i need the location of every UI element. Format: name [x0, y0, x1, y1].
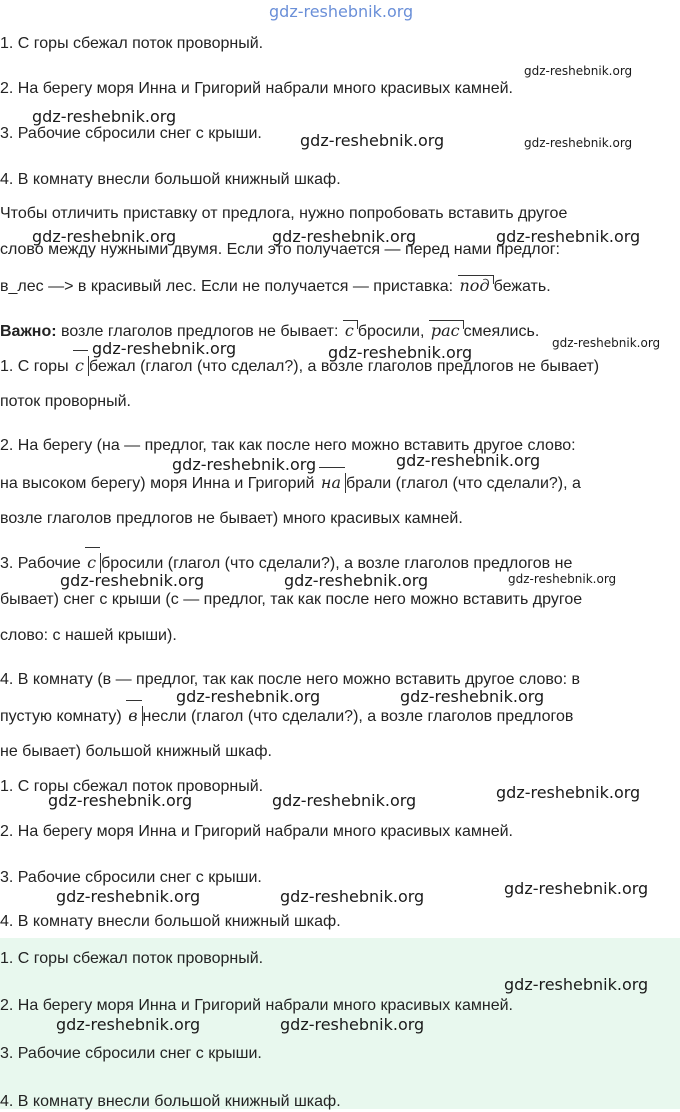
rule-line-3 — [0, 275, 551, 297]
analysis-4-line-2: пустую комнату) в несли (глагол (что сделали?), а возле глаголов предлогов — [0, 706, 573, 727]
prefix-mark-s: с — [85, 553, 101, 573]
watermark-header: gdz-reshebnik.org — [269, 2, 414, 21]
sentence-4: 4. В комнату внесли большой книжный шкаф. — [0, 171, 341, 188]
watermark: gdz-reshebnik.org — [172, 455, 317, 474]
analysis-3-line-1: 3. Рабочие с бросили (глагол (что сделали?), а возле глаголов предлогов не — [0, 553, 572, 574]
sentence-2: 2. На берегу моря Инна и Григорий набрали много красивых камней. — [0, 80, 513, 97]
watermark: gdz-reshebnik.org — [280, 1015, 425, 1034]
prefix-mark-ras: рас — [429, 320, 464, 341]
watermark: gdz-reshebnik.org — [280, 887, 425, 906]
watermark: gdz-reshebnik.org — [300, 131, 445, 150]
prefix-mark-s: с — [343, 320, 358, 341]
watermark: gdz-reshebnik.org — [524, 64, 633, 78]
watermark: gdz-reshebnik.org — [552, 336, 661, 350]
rule-line-2: слово между нужными двумя. Если это получается — перед нами предлог: — [0, 241, 560, 258]
watermark: gdz-reshebnik.org — [504, 879, 649, 898]
analysis-2-line-2: на высоком берегу) моря Инна и Григорий на брали (глагол (что сделали?), а — [0, 473, 581, 494]
watermark: gdz-reshebnik.org — [396, 451, 541, 470]
watermark: gdz-reshebnik.org — [48, 791, 193, 810]
rule-line-1: Чтобы отличить приставку от предлога, нужно попробовать вставить другое — [0, 205, 568, 222]
analysis-1-line-2: поток проворный. — [0, 393, 131, 410]
sentence-2: 2. На берегу моря Инна и Григорий набрали много красивых камней. — [0, 823, 513, 840]
watermark: gdz-reshebnik.org — [508, 572, 617, 586]
watermark: gdz-reshebnik.org — [60, 571, 205, 590]
rule-example-tail: бежать. — [493, 278, 551, 295]
sentence-1: 1. С горы сбежал поток проворный. — [0, 35, 264, 52]
watermark: gdz-reshebnik.org — [272, 791, 417, 810]
watermark: gdz-reshebnik.org — [496, 227, 641, 246]
analysis-2-line-3: возле глаголов предлогов не бывает) много красивых камней. — [0, 510, 463, 527]
analysis-4-line-3: не бывает) большой книжный шкаф. — [0, 743, 272, 760]
analysis-3-line-2: бывает) снег с крыши (с — предлог, так как после него можно вставить другое — [0, 591, 583, 608]
sentence-4: 4. В комнату внесли большой книжный шкаф. — [0, 1093, 341, 1110]
important-label: Важно: — [0, 323, 57, 340]
analysis-3-line-3: слово: с нашей крыши). — [0, 627, 177, 644]
sentence-3: 3. Рабочие сбросили снег с крыши. — [0, 869, 262, 886]
watermark: gdz-reshebnik.org — [284, 571, 429, 590]
watermark: gdz-reshebnik.org — [56, 887, 201, 906]
watermark: gdz-reshebnik.org — [92, 339, 237, 358]
sentence-2: 2. На берегу моря Инна и Григорий набрали много красивых камней. — [0, 997, 513, 1014]
analysis-1-line-1: 1. С горы с бежал (глагол (что сделал?), а возле глаголов предлогов не бывает) — [0, 356, 599, 377]
prefix-mark-na: на — [319, 473, 346, 493]
analysis-4-line-1: 4. В комнату (в — предлог, так как после него можно вставить другое слово: в — [0, 671, 580, 688]
analysis-2-line-1: 2. На берегу (на — предлог, так как после него можно вставить другое слово: — [0, 437, 576, 454]
watermark: gdz-reshebnik.org — [272, 227, 417, 246]
sentence-1: 1. С горы сбежал поток проворный. — [0, 778, 264, 795]
rule-example-text: в_лес —> в красивый лес. Если не получается — приставка: — [0, 278, 454, 295]
prefix-mark-s: с — [73, 356, 89, 376]
watermark: gdz-reshebnik.org — [400, 687, 545, 706]
prefix-mark-v: в — [126, 706, 142, 726]
sentence-4: 4. В комнату внесли большой книжный шкаф. — [0, 913, 341, 930]
sentence-3: 3. Рабочие сбросили снег с крыши. — [0, 125, 262, 142]
watermark: gdz-reshebnik.org — [176, 687, 321, 706]
watermark: gdz-reshebnik.org — [524, 136, 633, 150]
watermark: gdz-reshebnik.org — [328, 343, 473, 362]
watermark: gdz-reshebnik.org — [32, 227, 177, 246]
watermark: gdz-reshebnik.org — [32, 107, 177, 126]
watermark: gdz-reshebnik.org — [504, 975, 649, 994]
important-line: Важно: возле глаголов предлогов не бывает: с бросили, рас смеялись. — [0, 321, 540, 340]
watermark: gdz-reshebnik.org — [496, 783, 641, 802]
prefix-mark-pod: под — [458, 275, 494, 296]
sentence-3: 3. Рабочие сбросили снег с крыши. — [0, 1045, 262, 1062]
watermark: gdz-reshebnik.org — [56, 1015, 201, 1034]
sentence-1: 1. С горы сбежал поток проворный. — [0, 950, 264, 967]
